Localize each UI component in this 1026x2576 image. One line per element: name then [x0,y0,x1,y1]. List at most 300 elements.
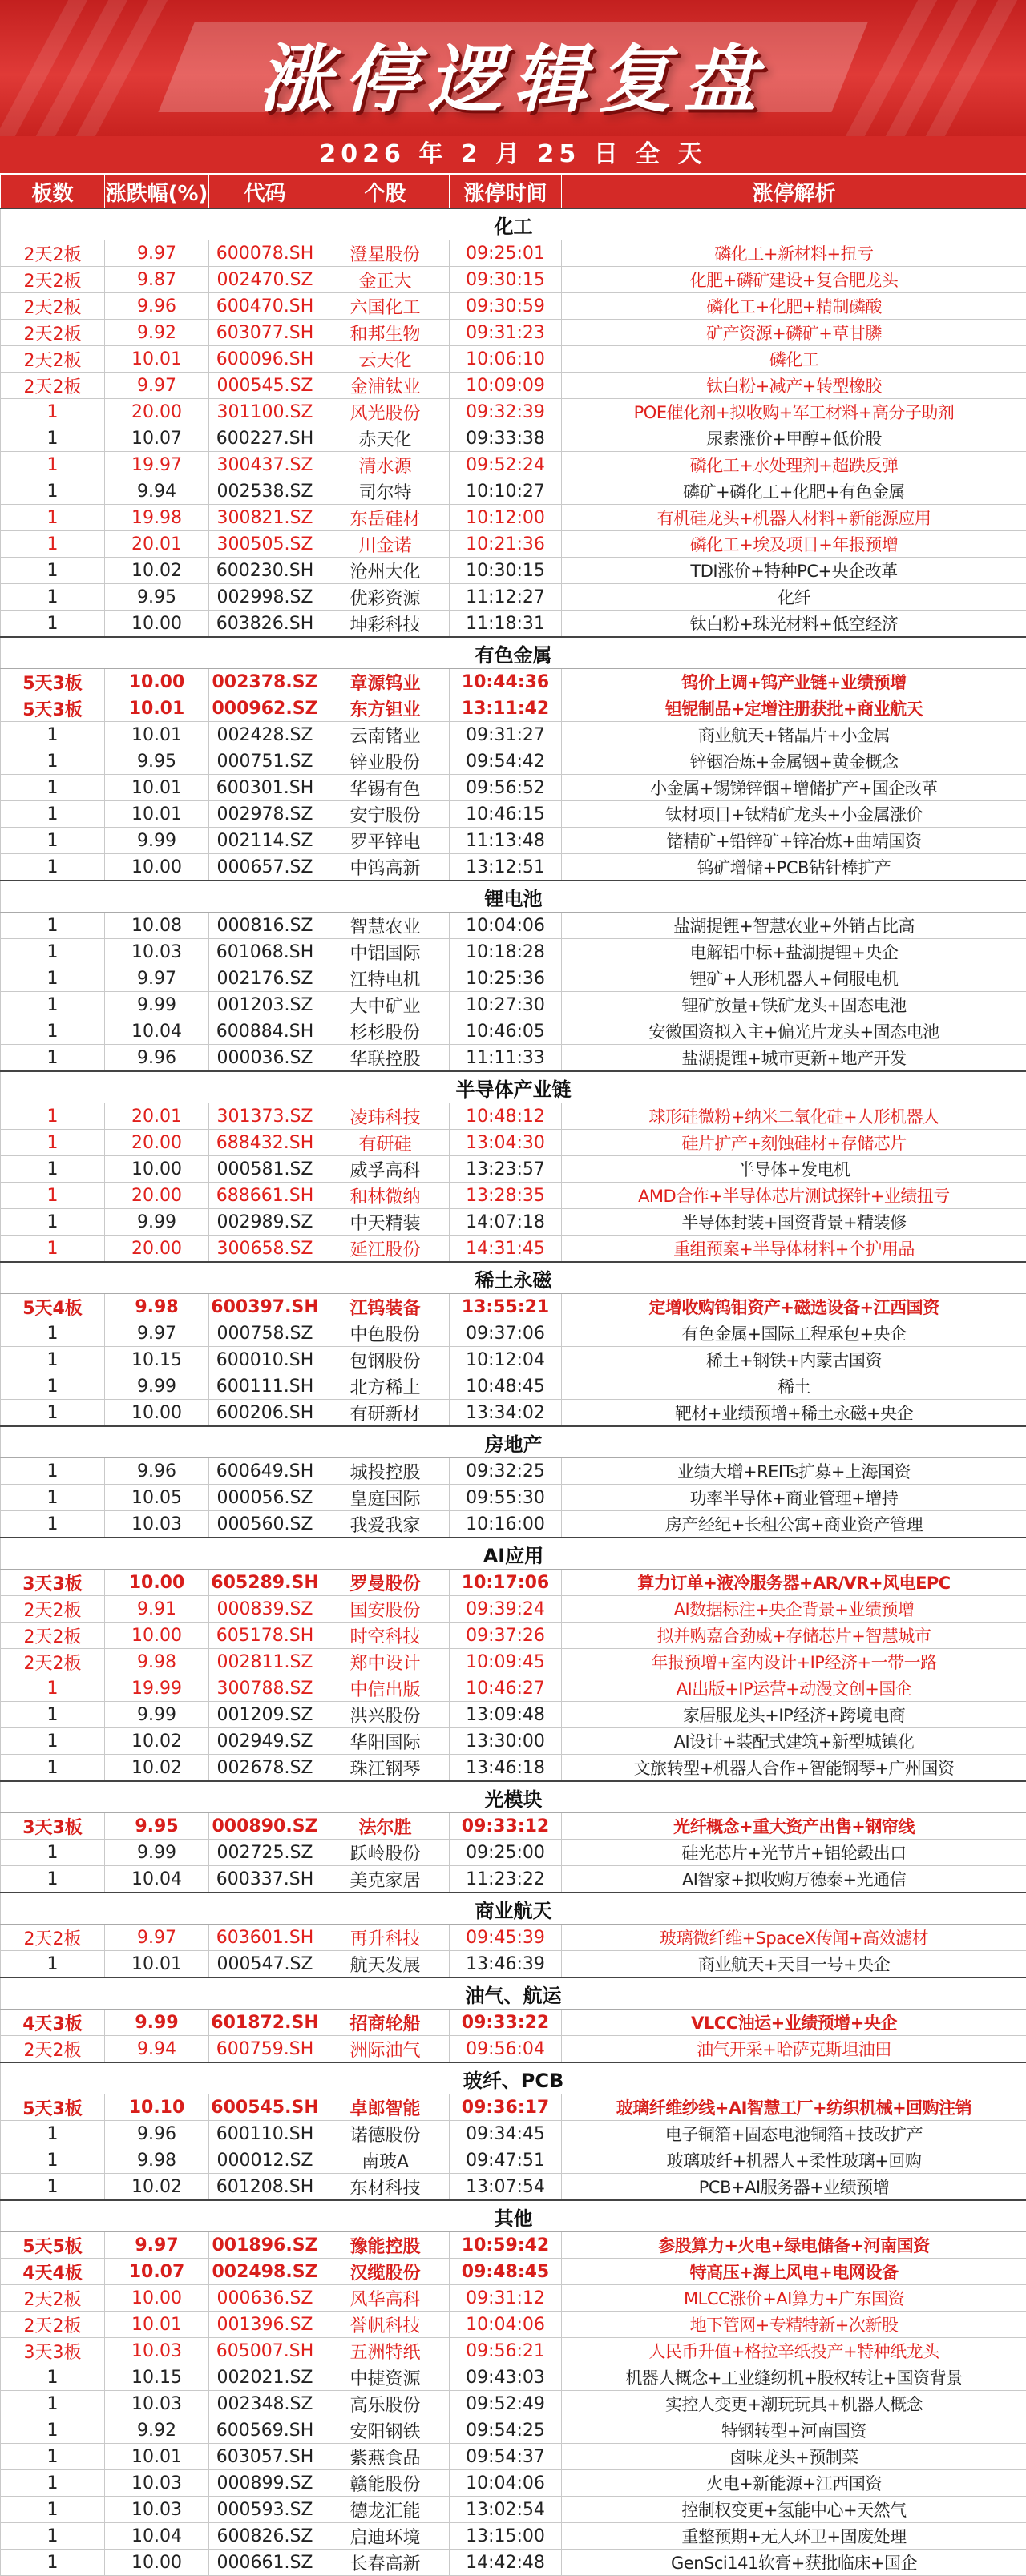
cell-stock-name: 卓郎智能 [321,2094,450,2121]
cell-board: 1 [1,558,105,584]
table-row [1,1018,1026,1045]
cell-time: 09:54:37 [450,2444,562,2470]
cell-change: 9.96 [105,2121,209,2147]
cell-analysis: 化纤 [562,584,1026,611]
cell-stock-name: 高乐股份 [321,2391,450,2417]
cell-board: 1 [1,828,105,854]
cell-analysis: 文旅转型+机器人合作+智能钢琴+广州国资 [562,1755,1026,1782]
cell-code: 000545.SZ [209,373,321,399]
cell-time: 09:52:24 [450,452,562,478]
section-header-row [1,2062,1026,2094]
cell-analysis: 钽铌制品+定增注册获批+商业航天 [562,695,1026,722]
cell-analysis: TDI涨价+特种PC+央企改革 [562,558,1026,584]
cell-board: 1 [1,1400,105,1427]
cell-time: 11:13:48 [450,828,562,854]
cell-change: 9.95 [105,1813,209,1840]
cell-analysis: VLCC油运+业绩预增+央企 [562,2010,1026,2036]
cell-time: 09:34:45 [450,2121,562,2147]
cell-change: 9.99 [105,1840,209,1866]
cell-board: 4天4板 [1,2259,105,2285]
cell-stock-name: 长春高新 [321,2550,450,2576]
table-row [1,2285,1026,2312]
cell-stock-name: 华锡有色 [321,775,450,801]
table-row [1,748,1026,775]
cell-board: 1 [1,1018,105,1045]
section-title: 化工 [1,208,1026,240]
table-row [1,399,1026,425]
cell-analysis: 盐湖提锂+智慧农业+外销占比高 [562,913,1026,939]
cell-time: 09:31:12 [450,2285,562,2312]
table-row [1,2174,1026,2201]
cell-change: 10.04 [105,1018,209,1045]
cell-change: 10.01 [105,722,209,748]
cell-analysis: 球形硅微粉+纳米二氧化硅+人形机器人 [562,1103,1026,1130]
cell-board: 1 [1,939,105,965]
cell-change: 9.97 [105,1320,209,1347]
cell-change: 10.04 [105,1866,209,1893]
cell-stock-name: 罗平锌电 [321,828,450,854]
cell-stock-name: 和林微纳 [321,1183,450,1209]
cell-analysis: 地下管网+专精特新+次新股 [562,2312,1026,2338]
table-row [1,2417,1026,2444]
cell-stock-name: 罗曼股份 [321,1570,450,1596]
cell-analysis: 磷化工+埃及项目+年报预增 [562,531,1026,558]
cell-stock-name: 澄星股份 [321,240,450,267]
cell-board: 5天3板 [1,669,105,695]
table-row [1,2036,1026,2063]
cell-analysis: 尿素涨价+甲醇+低价股 [562,425,1026,452]
cell-code: 600649.SH [209,1458,321,1485]
cell-code: 300821.SZ [209,505,321,531]
cell-stock-name: 和邦生物 [321,320,450,346]
cell-analysis: 人民币升值+格拉辛纸投产+特种纸龙头 [562,2338,1026,2364]
cell-analysis: 锂矿+人形机器人+伺服电机 [562,965,1026,992]
cell-code: 001896.SZ [209,2232,321,2259]
cell-change: 10.03 [105,1511,209,1538]
cell-code: 000560.SZ [209,1511,321,1538]
cell-board: 1 [1,2444,105,2470]
cell-board: 2天2板 [1,293,105,320]
header-code: 代码 [209,175,321,209]
table-row [1,1951,1026,1978]
cell-code: 301100.SZ [209,399,321,425]
section-title: 半导体产业链 [1,1071,1026,1103]
cell-board: 5天3板 [1,2094,105,2121]
cell-time: 09:52:49 [450,2391,562,2417]
cell-stock-name: 云天化 [321,346,450,373]
cell-board: 1 [1,2391,105,2417]
section-title: 稀土永磁 [1,1262,1026,1294]
cell-code: 002989.SZ [209,1209,321,1236]
cell-board: 1 [1,584,105,611]
cell-stock-name: 中信出版 [321,1675,450,1702]
cell-analysis: 房产经纪+长租公寓+商业资产管理 [562,1511,1026,1538]
cell-analysis: 钛白粉+珠光材料+低空经济 [562,611,1026,638]
cell-code: 002021.SZ [209,2364,321,2391]
cell-stock-name: 清水源 [321,452,450,478]
cell-board: 2天2板 [1,2312,105,2338]
cell-analysis: 有机硅龙头+机器人材料+新能源应用 [562,505,1026,531]
cell-analysis: AI出版+IP运营+动漫文创+国企 [562,1675,1026,1702]
cell-change: 9.99 [105,828,209,854]
cell-change: 10.01 [105,801,209,828]
cell-time: 10:27:30 [450,992,562,1018]
cell-change: 10.01 [105,346,209,373]
cell-time: 09:31:23 [450,320,562,346]
table-row [1,1400,1026,1427]
cell-time: 09:45:39 [450,1925,562,1951]
cell-code: 600337.SH [209,1866,321,1893]
cell-stock-name: 航天发展 [321,1951,450,1978]
section-title: AI应用 [1,1538,1026,1570]
cell-time: 09:25:01 [450,240,562,267]
cell-stock-name: 东方钽业 [321,695,450,722]
cell-time: 09:56:21 [450,2338,562,2364]
table-row [1,1458,1026,1485]
cell-time: 13:23:57 [450,1156,562,1183]
cell-code: 300788.SZ [209,1675,321,1702]
cell-code: 000593.SZ [209,2497,321,2523]
cell-change: 9.94 [105,478,209,505]
cell-time: 10:04:06 [450,913,562,939]
cell-code: 000636.SZ [209,2285,321,2312]
cell-change: 9.97 [105,1925,209,1951]
cell-analysis: 钨价上调+钨产业链+业绩预增 [562,669,1026,695]
section-title: 油气、航运 [1,1977,1026,2010]
cell-code: 601208.SH [209,2174,321,2201]
cell-analysis: 重整预期+无人环卫+固废处理 [562,2523,1026,2550]
cell-time: 10:06:10 [450,346,562,373]
cell-stock-name: 城投控股 [321,1458,450,1485]
cell-stock-name: 司尔特 [321,478,450,505]
cell-analysis: 玻璃纤维纱线+AI智慧工厂+纺织机械+回购注销 [562,2094,1026,2121]
cell-time: 10:48:12 [450,1103,562,1130]
cell-analysis: 定增收购钨钼资产+磁选设备+江西国资 [562,1294,1026,1320]
cell-board: 1 [1,1702,105,1728]
cell-stock-name: 风华高科 [321,2285,450,2312]
cell-code: 601068.SH [209,939,321,965]
cell-analysis: 算力订单+液冷服务器+AR/VR+风电EPC [562,1570,1026,1596]
cell-time: 10:16:00 [450,1511,562,1538]
cell-time: 09:33:12 [450,1813,562,1840]
cell-change: 9.92 [105,320,209,346]
cell-stock-name: 中铝国际 [321,939,450,965]
cell-stock-name: 诺德股份 [321,2121,450,2147]
cell-analysis: 锂矿放量+铁矿龙头+固态电池 [562,992,1026,1018]
cell-board: 1 [1,2523,105,2550]
table-row [1,1183,1026,1209]
table-row [1,1623,1026,1649]
cell-code: 000012.SZ [209,2147,321,2174]
cell-code: 600227.SH [209,425,321,452]
cell-change: 9.94 [105,2036,209,2063]
table-row [1,346,1026,373]
cell-analysis: 特高压+海上风电+电网设备 [562,2259,1026,2285]
cell-analysis: 磷化工+新材料+扭亏 [562,240,1026,267]
cell-change: 10.00 [105,611,209,638]
table-row [1,293,1026,320]
cell-time: 10:18:28 [450,939,562,965]
cell-change: 20.00 [105,1130,209,1156]
cell-time: 13:28:35 [450,1183,562,1209]
cell-stock-name: 华阳国际 [321,1728,450,1755]
cell-change: 20.00 [105,399,209,425]
cell-change: 10.04 [105,2523,209,2550]
table-row [1,505,1026,531]
cell-time: 09:55:30 [450,1485,562,1511]
cell-code: 301373.SZ [209,1103,321,1130]
table-row [1,722,1026,748]
cell-code: 600545.SH [209,2094,321,2121]
table-row [1,1511,1026,1538]
cell-analysis: 电子铜箔+固态电池铜箔+技改扩产 [562,2121,1026,2147]
table-body [1,208,1026,2576]
table-row [1,1813,1026,1840]
cell-change: 9.99 [105,1373,209,1400]
table-row [1,2497,1026,2523]
cell-time: 09:37:26 [450,1623,562,1649]
section-header-row [1,1071,1026,1103]
cell-change: 10.00 [105,2550,209,2576]
cell-code: 000899.SZ [209,2470,321,2497]
table-row [1,2232,1026,2259]
cell-time: 09:33:22 [450,2010,562,2036]
cell-board: 2天2板 [1,240,105,267]
cell-time: 11:23:22 [450,1866,562,1893]
cell-analysis: 玻璃玻纤+机器人+柔性玻璃+回购 [562,2147,1026,2174]
cell-change: 10.07 [105,425,209,452]
cell-board: 1 [1,722,105,748]
cell-time: 10:04:06 [450,2470,562,2497]
cell-analysis: 稀土+钢铁+内蒙古国资 [562,1347,1026,1373]
cell-change: 10.01 [105,775,209,801]
cell-code: 600569.SH [209,2417,321,2444]
section-title: 锂电池 [1,881,1026,913]
cell-time: 13:46:18 [450,1755,562,1782]
cell-stock-name: 锌业股份 [321,748,450,775]
table-row [1,1373,1026,1400]
cell-change: 10.03 [105,939,209,965]
cell-analysis: 特钢转型+河南国资 [562,2417,1026,2444]
table-row [1,2470,1026,2497]
table-row [1,584,1026,611]
cell-time: 10:46:27 [450,1675,562,1702]
section-header-row [1,1893,1026,1925]
cell-stock-name: 洪兴股份 [321,1702,450,1728]
cell-stock-name: 杉杉股份 [321,1018,450,1045]
cell-time: 10:21:36 [450,531,562,558]
cell-change: 10.08 [105,913,209,939]
table-row [1,939,1026,965]
title-banner [0,0,1026,136]
cell-time: 14:42:48 [450,2550,562,2576]
cell-time: 09:54:25 [450,2417,562,2444]
cell-board: 1 [1,2147,105,2174]
cell-change: 9.97 [105,373,209,399]
cell-stock-name: 中天精装 [321,1209,450,1236]
cell-code: 000661.SZ [209,2550,321,2576]
cell-code: 603826.SH [209,611,321,638]
cell-change: 9.91 [105,1596,209,1623]
cell-stock-name: 优彩资源 [321,584,450,611]
cell-time: 09:30:15 [450,267,562,293]
cell-analysis: 实控人变更+潮玩玩具+机器人概念 [562,2391,1026,2417]
table-row [1,452,1026,478]
cell-change: 10.15 [105,1347,209,1373]
table-row [1,2147,1026,2174]
table-row [1,2094,1026,2121]
table-row [1,1925,1026,1951]
date-bar: 2026 年 2 月 25 日 全 天 [0,136,1026,175]
cell-analysis: 电解铝中标+盐湖提锂+央企 [562,939,1026,965]
cell-board: 5天4板 [1,1294,105,1320]
cell-change: 9.95 [105,584,209,611]
cell-change: 10.01 [105,2444,209,2470]
table-row [1,558,1026,584]
cell-code: 000581.SZ [209,1156,321,1183]
cell-stock-name: 美克家居 [321,1866,450,1893]
cell-code: 002428.SZ [209,722,321,748]
cell-stock-name: 紫燕食品 [321,2444,450,2470]
section-title: 其他 [1,2200,1026,2232]
cell-board: 1 [1,1236,105,1263]
cell-board: 1 [1,399,105,425]
cell-time: 09:31:27 [450,722,562,748]
cell-stock-name: 华联控股 [321,1045,450,1072]
cell-stock-name: 江钨装备 [321,1294,450,1320]
table-row [1,531,1026,558]
cell-code: 000839.SZ [209,1596,321,1623]
header-stock: 个股 [321,175,450,209]
cell-analysis: 矿产资源+磷矿+草甘膦 [562,320,1026,346]
cell-change: 9.99 [105,1209,209,1236]
cell-board: 1 [1,992,105,1018]
cell-change: 10.00 [105,1570,209,1596]
cell-board: 1 [1,1951,105,1978]
cell-board: 4天3板 [1,2010,105,2036]
cell-analysis: 靶材+业绩预增+稀土永磁+央企 [562,1400,1026,1427]
cell-stock-name: 六国化工 [321,293,450,320]
table-row [1,1045,1026,1072]
cell-change: 10.01 [105,1951,209,1978]
cell-analysis: GenSci141软膏+获批临床+国企 [562,2550,1026,2576]
cell-time: 10:12:00 [450,505,562,531]
cell-time: 11:18:31 [450,611,562,638]
cell-board: 1 [1,2470,105,2497]
cell-change: 9.96 [105,1045,209,1072]
table-row [1,2010,1026,2036]
cell-time: 13:12:51 [450,854,562,881]
cell-analysis: 油气开采+哈萨克斯坦油田 [562,2036,1026,2063]
cell-board: 2天2板 [1,1649,105,1675]
cell-change: 9.99 [105,2010,209,2036]
cell-stock-name: 赤天化 [321,425,450,452]
cell-board: 1 [1,2121,105,2147]
cell-board: 1 [1,854,105,881]
cell-time: 10:17:06 [450,1570,562,1596]
cell-analysis: 玻璃微纤维+SpaceX传闻+高效滤材 [562,1925,1026,1951]
cell-code: 600884.SH [209,1018,321,1045]
cell-board: 1 [1,965,105,992]
cell-time: 13:55:21 [450,1294,562,1320]
cell-code: 002949.SZ [209,1728,321,1755]
cell-stock-name: 北方稀土 [321,1373,450,1400]
cell-time: 09:47:51 [450,2147,562,2174]
cell-change: 10.03 [105,2391,209,2417]
cell-change: 10.01 [105,2312,209,2338]
cell-board: 1 [1,1156,105,1183]
cell-board: 1 [1,1183,105,1209]
cell-change: 10.02 [105,558,209,584]
cell-stock-name: 金浦钛业 [321,373,450,399]
cell-time: 13:02:54 [450,2497,562,2523]
cell-change: 10.02 [105,1755,209,1782]
cell-time: 13:11:42 [450,695,562,722]
cell-board: 1 [1,1675,105,1702]
cell-code: 600206.SH [209,1400,321,1427]
cell-change: 10.10 [105,2094,209,2121]
cell-time: 10:09:45 [450,1649,562,1675]
cell-time: 10:59:42 [450,2232,562,2259]
table-row [1,669,1026,695]
cell-code: 002176.SZ [209,965,321,992]
cell-analysis: 家居服龙头+IP经济+跨境电商 [562,1702,1026,1728]
cell-board: 1 [1,1458,105,1485]
section-title: 有色金属 [1,637,1026,669]
table-row [1,1485,1026,1511]
header-board: 板数 [1,175,105,209]
cell-time: 09:32:25 [450,1458,562,1485]
cell-stock-name: 五洲特纸 [321,2338,450,2364]
cell-time: 10:46:05 [450,1018,562,1045]
cell-board: 1 [1,452,105,478]
cell-board: 5天3板 [1,695,105,722]
cell-board: 1 [1,1373,105,1400]
cell-analysis: 硅光芯片+光节片+铝轮毂出口 [562,1840,1026,1866]
cell-analysis: MLCC涨价+AI算力+广东国资 [562,2285,1026,2312]
cell-change: 10.07 [105,2259,209,2285]
header-analysis: 涨停解析 [562,175,1026,209]
cell-board: 1 [1,1485,105,1511]
cell-code: 000751.SZ [209,748,321,775]
cell-stock-name: 跃岭股份 [321,1840,450,1866]
cell-code: 002978.SZ [209,801,321,828]
cell-board: 1 [1,1755,105,1782]
cell-analysis: 控制权变更+氢能中心+天然气 [562,2497,1026,2523]
cell-code: 002114.SZ [209,828,321,854]
cell-time: 10:46:15 [450,801,562,828]
section-title: 商业航天 [1,1893,1026,1925]
cell-stock-name: 法尔胜 [321,1813,450,1840]
cell-stock-name: 江特电机 [321,965,450,992]
cell-stock-name: 凌玮科技 [321,1103,450,1130]
table-row [1,373,1026,399]
cell-time: 13:30:00 [450,1728,562,1755]
cell-change: 10.00 [105,1623,209,1649]
cell-time: 13:04:30 [450,1130,562,1156]
cell-code: 002678.SZ [209,1755,321,1782]
table-row [1,965,1026,992]
cell-time: 13:46:39 [450,1951,562,1978]
cell-board: 1 [1,1045,105,1072]
cell-time: 09:43:03 [450,2364,562,2391]
cell-code: 002470.SZ [209,267,321,293]
cell-board: 1 [1,775,105,801]
cell-code: 000816.SZ [209,913,321,939]
cell-change: 9.97 [105,2232,209,2259]
cell-code: 300658.SZ [209,1236,321,1263]
cell-analysis: 锗精矿+铅锌矿+锌冶炼+曲靖国资 [562,828,1026,854]
